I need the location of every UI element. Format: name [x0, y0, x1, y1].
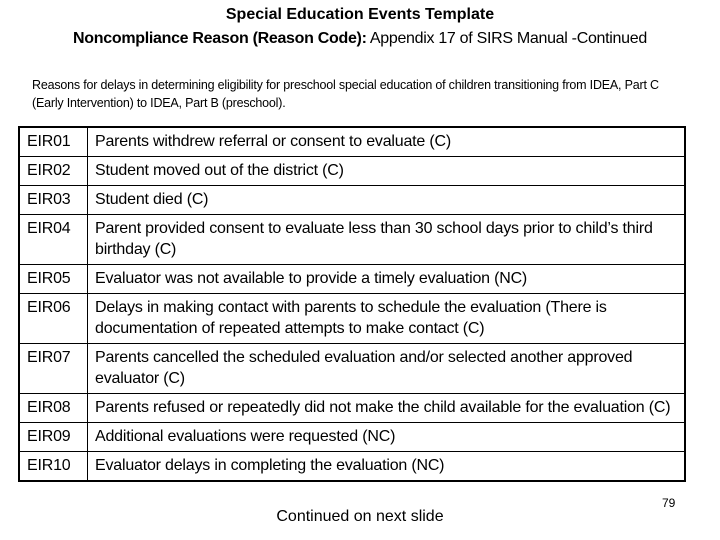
reason-description: Student moved out of the district (C)	[88, 157, 686, 186]
reason-code: EIR06	[19, 294, 88, 344]
table-row	[19, 294, 685, 344]
reason-code: EIR05	[19, 265, 88, 294]
page-subtitle	[0, 30, 720, 48]
reason-code: EIR08	[19, 394, 88, 423]
reason-description: Evaluator delays in completing the evaluation (NC)	[88, 452, 686, 482]
table-row	[19, 452, 685, 482]
reason-code: EIR02	[19, 157, 88, 186]
reason-code: EIR04	[19, 215, 88, 265]
table-row	[19, 344, 685, 394]
reason-code: EIR01	[19, 127, 88, 157]
reason-description: Parents withdrew referral or consent to evaluate (C)	[88, 127, 686, 157]
table-row	[19, 394, 685, 423]
reason-code: EIR09	[19, 423, 88, 452]
subtitle-rest: Appendix 17 of SIRS Manual -Continued	[366, 30, 647, 47]
reason-description: Delays in making contact with parents to schedule the evaluation (There is documentation of repeated attempts to make contact (C)	[88, 294, 686, 344]
reason-description: Evaluator was not available to provide a timely evaluation (NC)	[88, 265, 686, 294]
reason-description: Parents refused or repeatedly did not make the child available for the evaluation (C)	[88, 394, 686, 423]
page-number: 79	[662, 496, 676, 510]
table-row	[19, 265, 685, 294]
reason-description: Additional evaluations were requested (NC)	[88, 423, 686, 452]
reason-code: EIR03	[19, 186, 88, 215]
table-row	[19, 423, 685, 452]
reason-description: Parent provided consent to evaluate less than 30 school days prior to child’s third birthday (C)	[88, 215, 686, 265]
subtitle-bold: Noncompliance Reason (Reason Code):	[73, 30, 367, 47]
page-title: Special Education Events Template	[225, 6, 495, 23]
reason-code: EIR10	[19, 452, 88, 482]
reason-description: Student died (C)	[88, 186, 686, 215]
table-row	[19, 157, 685, 186]
reason-code: EIR07	[19, 344, 88, 394]
table-row	[19, 215, 685, 265]
table-row	[19, 186, 685, 215]
table-row	[19, 127, 685, 157]
reason-code-table	[18, 126, 686, 482]
intro-text: Reasons for delays in determining eligibility for preschool special education of children transitioning from IDEA, Part C (Early Intervention) to IDEA, Part B (preschool).	[32, 78, 659, 110]
reason-description: Parents cancelled the scheduled evaluation and/or selected another approved evaluator (C)	[88, 344, 686, 394]
continued-note: Continued on next slide	[276, 508, 444, 525]
